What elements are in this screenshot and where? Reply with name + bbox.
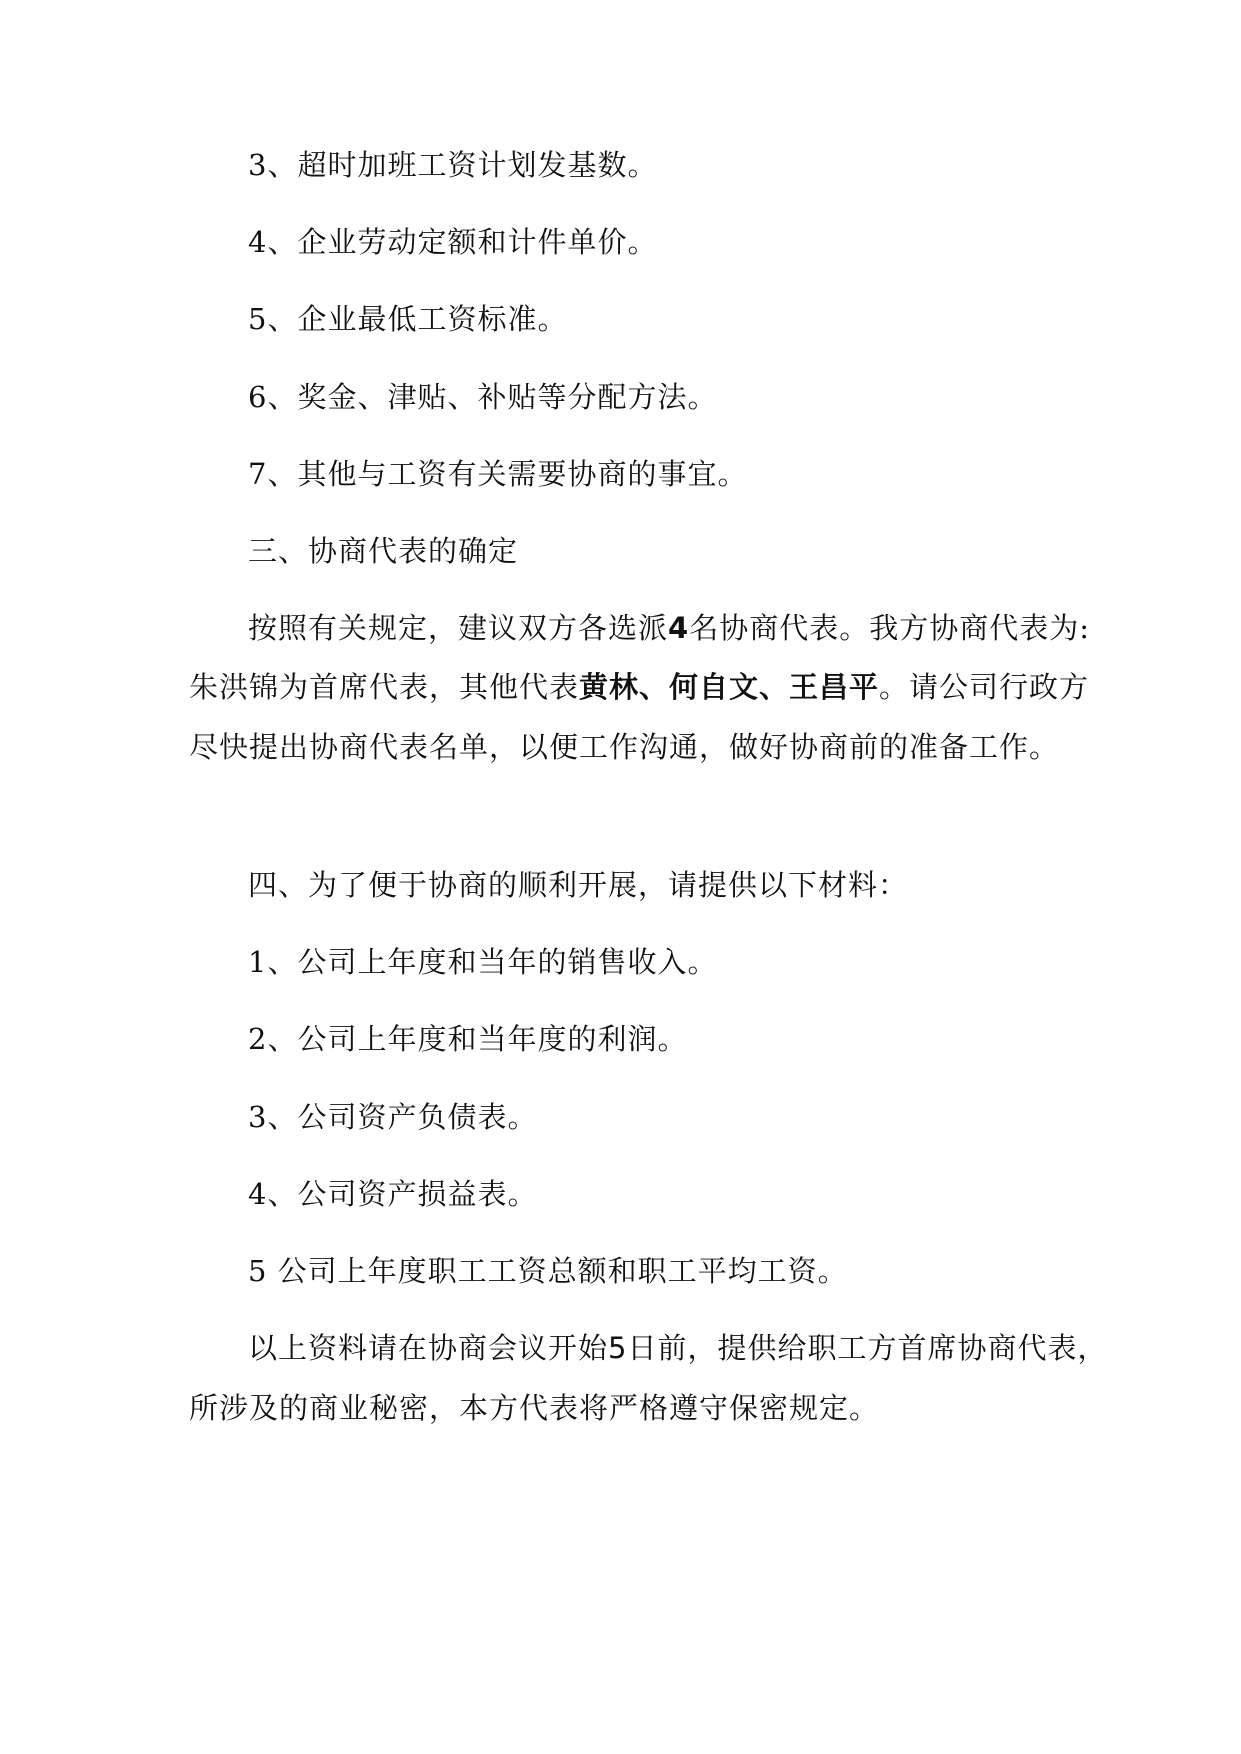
list-item: 1、公司上年度和当年的销售收入。 — [248, 945, 718, 979]
list-item: 3、超时加班工资计划发基数。 — [248, 148, 658, 182]
list-item: 3、公司资产负债表。 — [248, 1100, 538, 1134]
list-item-number: 3 — [248, 148, 268, 182]
list-item: 7、其他与工资有关需要协商的事宜。 — [248, 457, 748, 491]
list-item-number: 1 — [248, 945, 268, 979]
paragraph-line: 尽快提出协商代表名单，以便工作沟通，做好协商前的准备工作。 — [189, 730, 1060, 764]
representative-names: 黄林、何自文、王昌平 — [579, 670, 880, 704]
list-item-number: 6 — [248, 380, 268, 414]
list-item-text: 奖金、津贴、补贴等分配方法。 — [297, 380, 718, 414]
list-item-text: 超时加班工资计划发基数。 — [297, 148, 658, 182]
list-item-text: 企业劳动定额和计件单价。 — [297, 225, 658, 259]
paragraph-line: 所涉及的商业秘密，本方代表将严格遵守保密规定。 — [189, 1391, 880, 1425]
list-item: 4、公司资产损益表。 — [248, 1177, 538, 1211]
section-heading: 三、协商代表的确定 — [248, 534, 519, 568]
list-item-number: 7 — [248, 457, 268, 491]
list-item-text: 公司资产损益表。 — [297, 1177, 538, 1211]
list-item-text: 公司上年度和当年的销售收入。 — [297, 945, 718, 979]
list-item-text: 公司上年度和当年度的利润。 — [297, 1022, 688, 1056]
paragraph-line: 朱洪锦为首席代表，其他代表黄林、何自文、王昌平。请公司行政方 — [189, 670, 1090, 704]
list-item-text: 公司资产负债表。 — [297, 1100, 538, 1134]
list-item-number: 3 — [248, 1100, 268, 1134]
list-item-text: 公司上年度职工工资总额和职工平均工资。 — [277, 1254, 848, 1288]
list-item: 2、公司上年度和当年度的利润。 — [248, 1022, 688, 1056]
list-item-text: 企业最低工资标准。 — [297, 302, 568, 336]
list-item: 6、奖金、津贴、补贴等分配方法。 — [248, 380, 718, 414]
list-item: 5、企业最低工资标准。 — [248, 302, 568, 336]
list-item-number: 5 — [248, 1254, 268, 1288]
list-item-number: 5 — [248, 302, 268, 336]
list-item-text: 其他与工资有关需要协商的事宜。 — [297, 457, 748, 491]
paragraph-line: 按照有关规定，建议双方各选派4名协商代表。我方协商代表为: — [248, 611, 1090, 645]
list-item — [248, 1254, 848, 1288]
section-heading: 四、为了便于协商的顺利开展，请提供以下材料： — [248, 868, 909, 902]
list-item-number: 4 — [248, 1177, 268, 1211]
paragraph-line: 以上资料请在协商会议开始5日前，提供给职工方首席协商代表， — [248, 1331, 1108, 1365]
list-item-number: 4 — [248, 225, 268, 259]
list-item-number: 2 — [248, 1022, 268, 1056]
list-item: 4、企业劳动定额和计件单价。 — [248, 225, 658, 259]
